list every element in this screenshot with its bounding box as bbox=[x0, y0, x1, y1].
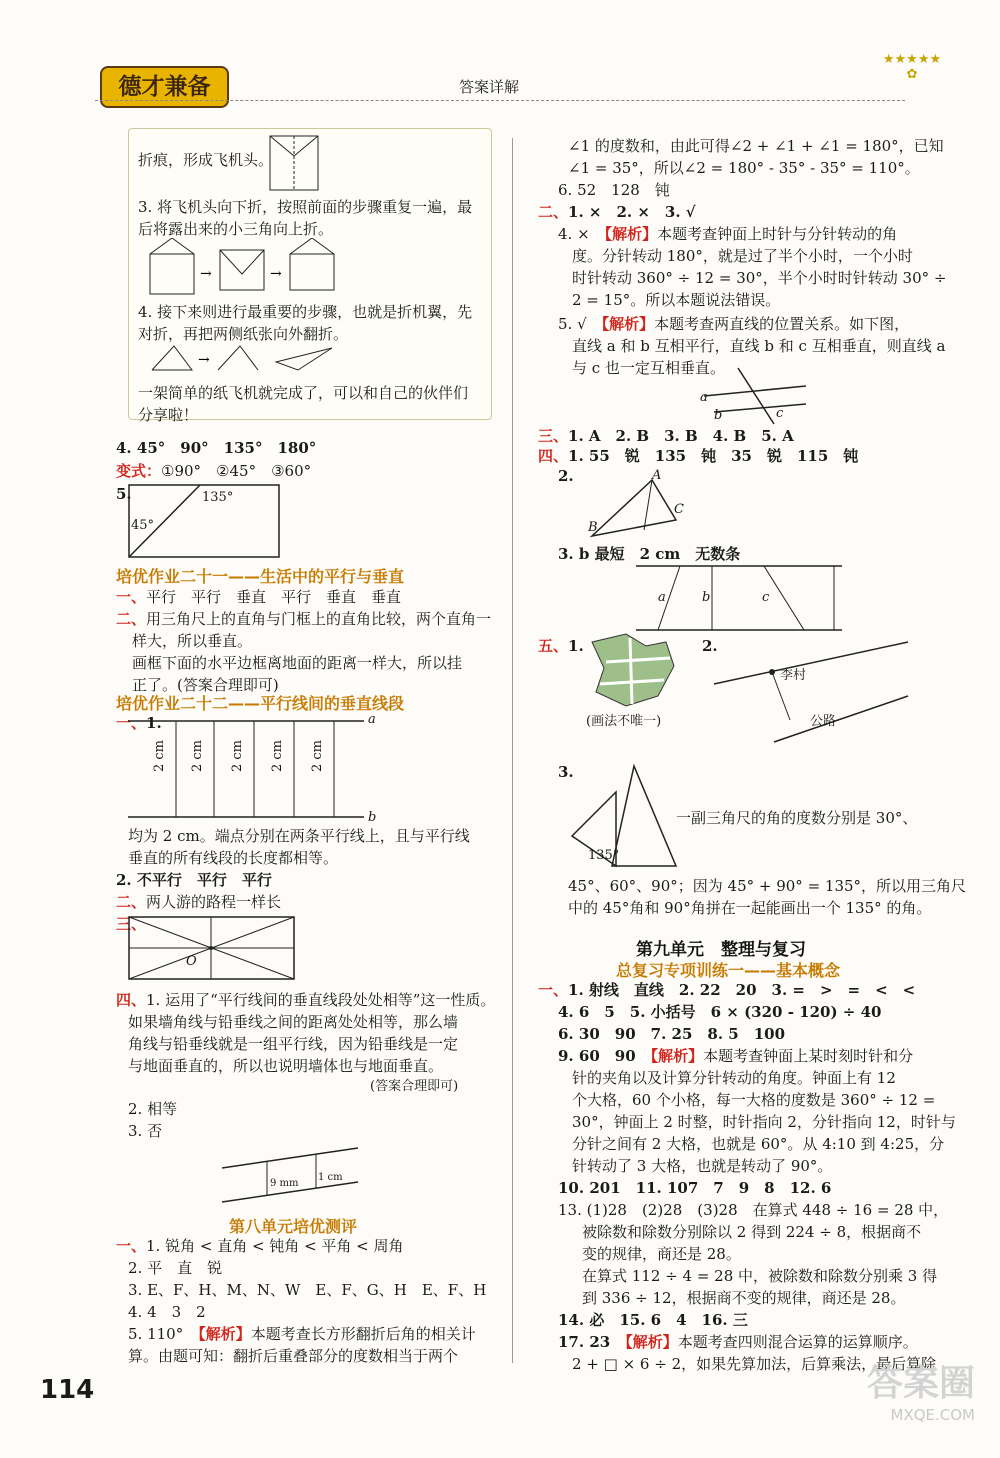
answer-line: 角线与铅垂线就是一组平行线，因为铅垂线是一定 bbox=[128, 1035, 459, 1053]
map-label: 李村 bbox=[780, 668, 807, 683]
section-number: 五、 bbox=[538, 637, 569, 655]
analysis-label: 【解析】 bbox=[625, 1333, 678, 1351]
box-line: 3. 将飞机头向下折，按照前面的步骤重复一遍，最 bbox=[138, 198, 473, 216]
box-line: 4. 接下来则进行最重要的步骤，也就是折机翼，先 bbox=[138, 303, 473, 321]
answer-line: ∠1 = 35°，所以∠2 = 180° - 35° - 35° = 110°。 bbox=[568, 159, 920, 177]
answer-line: 与地面垂直的，所以也说明墙体也与地面垂直。 bbox=[128, 1057, 444, 1075]
answer-line: 5. 110° bbox=[128, 1325, 199, 1343]
answer-line: 分针之间有 2 大格，也就是 60°。从 4:10 到 4:25，分 bbox=[572, 1135, 945, 1153]
section-number: 二、 bbox=[116, 893, 147, 911]
answer-line: 2. 相等 bbox=[128, 1100, 178, 1118]
watermark bbox=[815, 1355, 975, 1455]
map-label: 公路 bbox=[810, 714, 837, 729]
section-number: 三、 bbox=[538, 427, 569, 445]
answer-line: 两人游的路程一样长 bbox=[146, 893, 282, 911]
answer-line: 本题考查四则混合运算的运算顺序。 bbox=[677, 1333, 918, 1351]
answer-line: 本题考查两直线的位置关系。如下图， bbox=[654, 315, 910, 333]
answer-line: 在算式 112 ÷ 4 = 28 中，被除数和除数分别乘 3 得 bbox=[582, 1267, 938, 1285]
segment-label: 2 cm bbox=[230, 739, 245, 772]
segment-label: 2 cm bbox=[190, 739, 205, 772]
answer-line: 14. 必 15. 6 4 16. 三 bbox=[558, 1311, 748, 1329]
answer-line: 45°、60°、90°；因为 45° + 90° = 135°，所以用三角尺 bbox=[568, 877, 967, 895]
answer-line: 本题考查长方形翻折后角的相关计 bbox=[250, 1325, 476, 1343]
fold-steps-icon bbox=[148, 238, 348, 296]
segment-label: 2 cm bbox=[270, 739, 285, 772]
analysis-label: 【解析】 bbox=[604, 225, 658, 243]
line-label: c bbox=[762, 590, 770, 605]
answer-line: 2. 平 直 锐 bbox=[128, 1259, 223, 1277]
answer-note: (画法不唯一) bbox=[586, 714, 662, 729]
answer-line: 3. b 最短 2 cm 无数条 bbox=[558, 545, 741, 563]
point-label: A bbox=[652, 468, 662, 483]
answer-line: 针转动了 3 大格，也就是转动了 90°。 bbox=[572, 1157, 833, 1175]
answer-line: 平行 平行 垂直 平行 垂直 垂直 bbox=[146, 588, 402, 606]
q-number: 1. bbox=[568, 637, 584, 655]
answer-line: 4. × bbox=[558, 225, 605, 243]
watermark-url: MXQE.COM bbox=[890, 1406, 975, 1424]
answer-line: ∠1 的度数和，由此可得∠2 + ∠1 + ∠1 = 180°，已知 bbox=[568, 137, 944, 155]
answer-line: 2. 不平行 平行 平行 bbox=[116, 871, 272, 889]
answer-line: 时针转动 360° ÷ 12 = 30°，半个小时时针转动 30° ÷ bbox=[572, 269, 947, 287]
shortest-line-figure bbox=[636, 562, 846, 634]
section-number: 二、 bbox=[116, 610, 147, 628]
answer-line: 6. 52 128 钝 bbox=[558, 181, 670, 199]
line-label: b bbox=[702, 590, 711, 605]
section-number: 一、 bbox=[116, 1237, 147, 1255]
answer-line: 13. (1)28 (2)28 (3)28 在算式 448 ÷ 16 = 28 中， bbox=[558, 1201, 949, 1219]
svg-text:→: → bbox=[198, 352, 210, 368]
section-number: 四、 bbox=[116, 991, 147, 1009]
svg-text:→: → bbox=[270, 266, 282, 282]
line-label: a bbox=[700, 390, 708, 405]
svg-text:→: → bbox=[200, 266, 212, 282]
set-square-figure bbox=[570, 762, 680, 872]
answer-line: 个大格，60 个小格，每一大格的度数是 360° ÷ 12 = bbox=[572, 1091, 936, 1109]
plane-icon bbox=[148, 342, 338, 374]
answer-line: 算。由题可知：翻折后重叠部分的度数相当于两个 bbox=[128, 1347, 459, 1365]
box-line: 分享啦！ bbox=[138, 406, 199, 424]
answer-line: 1. A 2. B 3. B 4. B 5. A bbox=[568, 427, 794, 445]
line-label: b bbox=[368, 810, 377, 825]
answer-line: 样大，所以垂直。 bbox=[132, 632, 253, 650]
section-number: 三、 bbox=[116, 915, 147, 933]
header-title: 答案详解 bbox=[459, 78, 520, 96]
measure-label: 1 cm bbox=[318, 1172, 343, 1183]
segment-label: 2 cm bbox=[310, 739, 325, 772]
answer-line: 9. 60 90 bbox=[558, 1047, 651, 1065]
street-map-figure bbox=[586, 632, 678, 712]
brand-logo: 德才兼备 bbox=[100, 66, 229, 108]
point-label: O bbox=[186, 954, 197, 969]
answer-line: 被除数和除数分别除以 2 得到 224 ÷ 8，根据商不 bbox=[582, 1223, 922, 1241]
section-title: 总复习专项训练一——基本概念 bbox=[616, 961, 841, 980]
answer-line: 用三角尺上的直角与门框上的直角比较，两个直角一 bbox=[146, 610, 492, 628]
analysis-label: 【解析】 bbox=[198, 1325, 251, 1343]
angle-label: 45° bbox=[131, 518, 155, 533]
answer-line: 画框下面的水平边框离地面的距离一样大，所以挂 bbox=[132, 654, 463, 672]
header-rule bbox=[95, 100, 905, 101]
section-title: 培优作业二十一——生活中的平行与垂直 bbox=[116, 567, 405, 586]
section-title: 培优作业二十二——平行线间的垂直线段 bbox=[116, 694, 405, 713]
answer-line: 2 = 15°。所以本题说法错误。 bbox=[572, 291, 781, 309]
line-label: a bbox=[658, 590, 666, 605]
analysis-label: 【解析】 bbox=[601, 315, 655, 333]
box-line: 一架简单的纸飞机就完成了，可以和自己的伙伴们 bbox=[138, 384, 469, 402]
answer-line: 4. 45° 90° 135° 180° bbox=[116, 439, 317, 457]
answer-line: 本题考查钟面上某时刻时针和分 bbox=[703, 1047, 914, 1065]
answer-line: 均为 2 cm。端点分别在两条平行线上，且与平行线 bbox=[128, 827, 470, 845]
angle-label: 135° bbox=[202, 490, 234, 505]
answer-line: 如果墙角线与铅垂线之间的距离处处相等，那么墙 bbox=[128, 1013, 459, 1031]
answer-line: 正了。(答案合理即可) bbox=[132, 676, 279, 694]
answer-line: 本题考查钟面上时针与分针转动的角 bbox=[657, 225, 898, 243]
fold-step-icon bbox=[268, 134, 320, 192]
watermark-text: 答案圈 bbox=[866, 1363, 975, 1404]
answer-line: 4. 6 5 5. 小括号 6 × (320 - 120) ÷ 40 bbox=[558, 1003, 882, 1021]
rectangle-diagonals-figure bbox=[128, 916, 298, 982]
q-number: 2. bbox=[558, 467, 574, 485]
answer-line: 度。分针转动 180°，就是过了半个小时，一个小时 bbox=[572, 247, 913, 265]
answer-line: 变的规律，商还是 28。 bbox=[582, 1245, 741, 1263]
answer-line: 1. 运用了“平行线间的垂直线段处处相等”这一性质。 bbox=[146, 991, 496, 1009]
answer-line: 1. 55 锐 135 钝 35 锐 115 钝 bbox=[568, 447, 859, 465]
answer-line: 5. √ bbox=[558, 315, 602, 333]
answer-line: 2 + □ × 6 ÷ 2，如果先算加法，后算乘法，最后算除 bbox=[572, 1355, 937, 1373]
answer-line: 17. 23 bbox=[558, 1333, 626, 1351]
answer-line: 1. × 2. × 3. √ bbox=[568, 203, 696, 221]
q-number: 1. bbox=[146, 714, 162, 732]
q-number: 2. bbox=[702, 637, 718, 655]
point-label: C bbox=[674, 502, 684, 517]
answer-line: 3. E、F、H、M、N、W E、F、G、H E、F、H bbox=[128, 1281, 487, 1299]
measure-label: 9 mm bbox=[270, 1178, 299, 1189]
answer-line: 一副三角尺的角的度数分别是 30°、 bbox=[676, 809, 918, 827]
section-number: 四、 bbox=[538, 447, 569, 465]
answer-line: 1. 锐角 < 直角 < 钝角 < 平角 < 周角 bbox=[146, 1237, 404, 1255]
section-number: 一、 bbox=[116, 588, 147, 606]
line-label: a bbox=[368, 712, 376, 727]
answer-line: 10. 201 11. 107 7 9 8 12. 6 bbox=[558, 1179, 832, 1197]
box-line: 折痕，形成飞机头。 bbox=[138, 151, 274, 169]
variant-label: 变式： bbox=[116, 462, 162, 480]
section-title: 第八单元培优测评 bbox=[229, 1217, 358, 1236]
answer-line: 针的夹角以及计算分针转动的角度。钟面上有 12 bbox=[572, 1069, 896, 1087]
answer-note: (答案合理即可) bbox=[370, 1079, 459, 1094]
answer-line: 到 336 ÷ 12，根据商不变的规律，商还是 28。 bbox=[582, 1289, 906, 1307]
section-number: 一、 bbox=[116, 714, 147, 732]
star-badge-icon: ★★★★★ ✿ bbox=[882, 52, 942, 82]
variant-value: ①90° ②45° ③60° bbox=[161, 462, 312, 480]
answer-line: 3. 否 bbox=[128, 1122, 163, 1140]
answer-line: 30°，钟面上 2 时整，时针指向 2，分针指向 12，时针与 bbox=[572, 1113, 956, 1131]
line-label: b bbox=[714, 408, 723, 423]
analysis-label: 【解析】 bbox=[650, 1047, 704, 1065]
box-line: 后将露出来的小三角向上折。 bbox=[138, 220, 334, 238]
section-number: 二、 bbox=[538, 203, 569, 221]
answer-line: 中的 45°角和 90°角拼在一起能画出一个 135° 的角。 bbox=[568, 899, 932, 917]
section-number: 一、 bbox=[538, 981, 569, 999]
answer-line: 与 c 也一定互相垂直。 bbox=[572, 359, 725, 377]
box-line: 对折，再把两侧纸张向外翻折。 bbox=[138, 325, 349, 343]
answer-line: 1. 射线 直线 2. 22 20 3. = > = < < bbox=[568, 981, 916, 999]
answer-line: 4. 4 3 2 bbox=[128, 1303, 206, 1321]
line-label: c bbox=[776, 406, 784, 421]
answer-line: 直线 a 和 b 互相平行，直线 b 和 c 互相垂直，则直线 a bbox=[572, 337, 946, 355]
point-label: B bbox=[588, 520, 598, 535]
segment-label: 2 cm bbox=[152, 739, 167, 772]
unit-title: 第九单元 整理与复习 bbox=[636, 940, 806, 960]
answer-line: 垂直的所有线段的长度都相等。 bbox=[128, 849, 339, 867]
column-divider bbox=[512, 138, 513, 1363]
q-number: 5. bbox=[116, 485, 132, 503]
q-number: 3. bbox=[558, 763, 574, 781]
answer-line: 6. 30 90 7. 25 8. 5 100 bbox=[558, 1025, 786, 1043]
angle-label: 135° bbox=[588, 848, 620, 863]
page-number: 114 bbox=[40, 1375, 95, 1405]
